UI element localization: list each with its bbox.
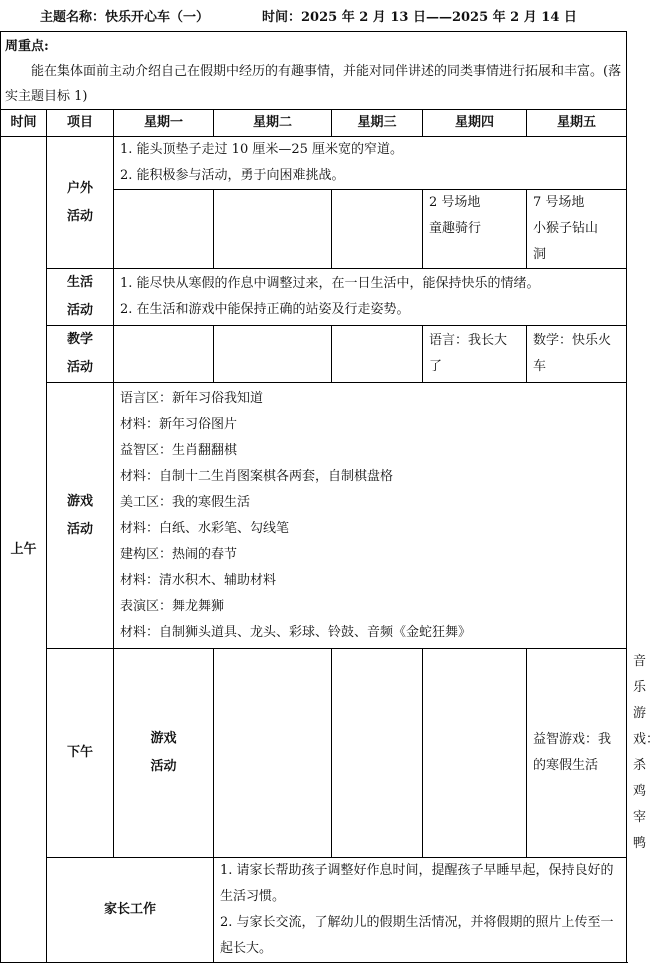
teaching-mon [114, 326, 214, 383]
col-header-thu: 星期四 [423, 110, 527, 137]
col-header-wed: 星期三 [332, 110, 423, 137]
games-line-8: 材料：清水积木、辅助材料 [120, 572, 277, 588]
teaching-row [1, 326, 627, 383]
afternoon-thu-line2: 的寒假生活 [533, 758, 599, 773]
afternoon-row: 下午 游戏 活动 益智游戏：我 的寒假生活 音乐游戏：杀 鸡宰鸭 [1, 649, 627, 858]
theme-name: 主题名称：快乐开心车（一） [40, 10, 210, 25]
document-title [0, 6, 626, 26]
life-goal-1: 1. 能尽快从寒假的作息中调整过来，在一日生活中，能保持快乐的情绪。 [120, 276, 540, 291]
teaching-label-line1: 教学 [66, 332, 93, 347]
teaching-fri [527, 326, 627, 383]
teaching-thu [423, 326, 527, 383]
outdoor-thu [423, 190, 527, 269]
outdoor-label-line2: 活动 [66, 208, 93, 224]
outdoor-goal-2: 2. 能积极参与活动，勇于向困难挑战。 [120, 168, 345, 183]
games-label [47, 383, 114, 649]
afternoon-thu [527, 649, 627, 858]
outdoor-mon [114, 190, 214, 269]
life-label-line2: 活动 [66, 303, 93, 318]
parents-line-2: 2. 与家长交流，了解幼儿的假期生活情况，并将假期的照片上传至一起长大。 [220, 915, 614, 956]
week-focus-row [1, 32, 627, 110]
outdoor-wed [332, 190, 423, 269]
afternoon-item-label [114, 649, 214, 858]
afternoon-mon [214, 649, 332, 858]
teaching-fri-line1: 数学：快乐火 [533, 333, 612, 348]
parents-label: 家长工作 [47, 858, 214, 963]
outdoor-fri-line2: 小猴子钻山 [533, 221, 599, 236]
life-goal-2: 2. 在生活和游戏中能保持正确的站姿及行走姿势。 [120, 302, 410, 317]
outdoor-goals-row [1, 137, 627, 190]
games-line-10: 材料：自制狮头道具、龙头、彩球、铃鼓、音频《金蛇狂舞》 [120, 624, 472, 640]
outdoor-tue [214, 190, 332, 269]
week-focus-heading: 周重点: [5, 39, 49, 54]
games-line-5: 美工区：我的寒假生活 [120, 494, 251, 510]
games-line-1: 语言区：新年习俗我知道 [120, 390, 264, 406]
games-line-9: 表演区：舞龙舞狮 [120, 598, 225, 614]
col-header-mon: 星期一 [114, 110, 214, 137]
morning-label: 上午 [1, 137, 47, 963]
col-header-item: 项目 [47, 110, 114, 137]
teaching-tue [214, 326, 332, 383]
afternoon-item-line1: 游戏 [150, 731, 177, 746]
teaching-fri-line2: 车 [533, 359, 547, 374]
afternoon-wed [423, 649, 527, 858]
teaching-thu-line1: 语言：我长大 [429, 333, 508, 348]
col-header-time: 时间 [1, 110, 47, 137]
life-goals [114, 269, 627, 326]
outdoor-thu-line2: 童趣骑行 [429, 221, 482, 236]
afternoon-thu-line1: 益智游戏：我 [533, 732, 612, 747]
life-label-line1: 生活 [66, 275, 93, 290]
games-line-6: 材料：白纸、水彩笔、勾线笔 [120, 520, 290, 536]
games-line-2: 材料：新年习俗图片 [120, 416, 238, 432]
games-content [114, 383, 627, 649]
life-label [47, 269, 114, 326]
weekly-schedule-table [0, 31, 659, 963]
week-focus-text: 能在集体面前主动介绍自己在假期中经历的有趣事情，并能对同伴讲述的同类事情进行拓展和丰富。(落实主题目标 1) [5, 64, 622, 104]
outdoor-label [47, 137, 114, 269]
games-label-line2: 活动 [66, 521, 93, 537]
teaching-thu-line2: 了 [429, 359, 443, 374]
teaching-wed [332, 326, 423, 383]
header-row [1, 110, 627, 137]
games-line-3: 益智区：生肖翻翻棋 [120, 442, 238, 458]
parents-row [1, 858, 627, 963]
col-header-fri: 星期五 [527, 110, 627, 137]
outdoor-fri-line1: 7 号场地 [533, 195, 585, 210]
teaching-label [47, 326, 114, 383]
outdoor-fri [527, 190, 627, 269]
afternoon-item-line2: 活动 [150, 759, 177, 774]
games-line-4: 材料：自制十二生肖图案棋各两套，自制棋盘格 [120, 468, 394, 484]
parents-line-1: 1. 请家长帮助孩子调整好作息时间，提醒孩子早睡早起，保持良好的生活习惯。 [220, 863, 614, 904]
week-focus-cell [1, 32, 627, 110]
afternoon-tue [332, 649, 423, 858]
afternoon-label: 下午 [47, 649, 114, 858]
outdoor-fri-line3: 洞 [533, 247, 547, 262]
outdoor-thu-line1: 2 号场地 [429, 195, 481, 210]
parents-content [214, 858, 627, 963]
outdoor-goals [114, 137, 627, 190]
games-row [1, 383, 627, 649]
outdoor-label-line1: 户外 [66, 180, 93, 196]
life-row [1, 269, 627, 326]
col-header-tue: 星期二 [214, 110, 332, 137]
games-line-7: 建构区：热闹的春节 [120, 546, 238, 562]
teaching-label-line2: 活动 [66, 360, 93, 375]
outdoor-goal-1: 1. 能头顶垫子走过 10 厘米—25 厘米宽的窄道。 [120, 142, 404, 157]
games-label-line1: 游戏 [66, 493, 93, 509]
date-range: 时间：2025 年 2 月 13 日——2025 年 2 月 14 日 [262, 10, 577, 25]
